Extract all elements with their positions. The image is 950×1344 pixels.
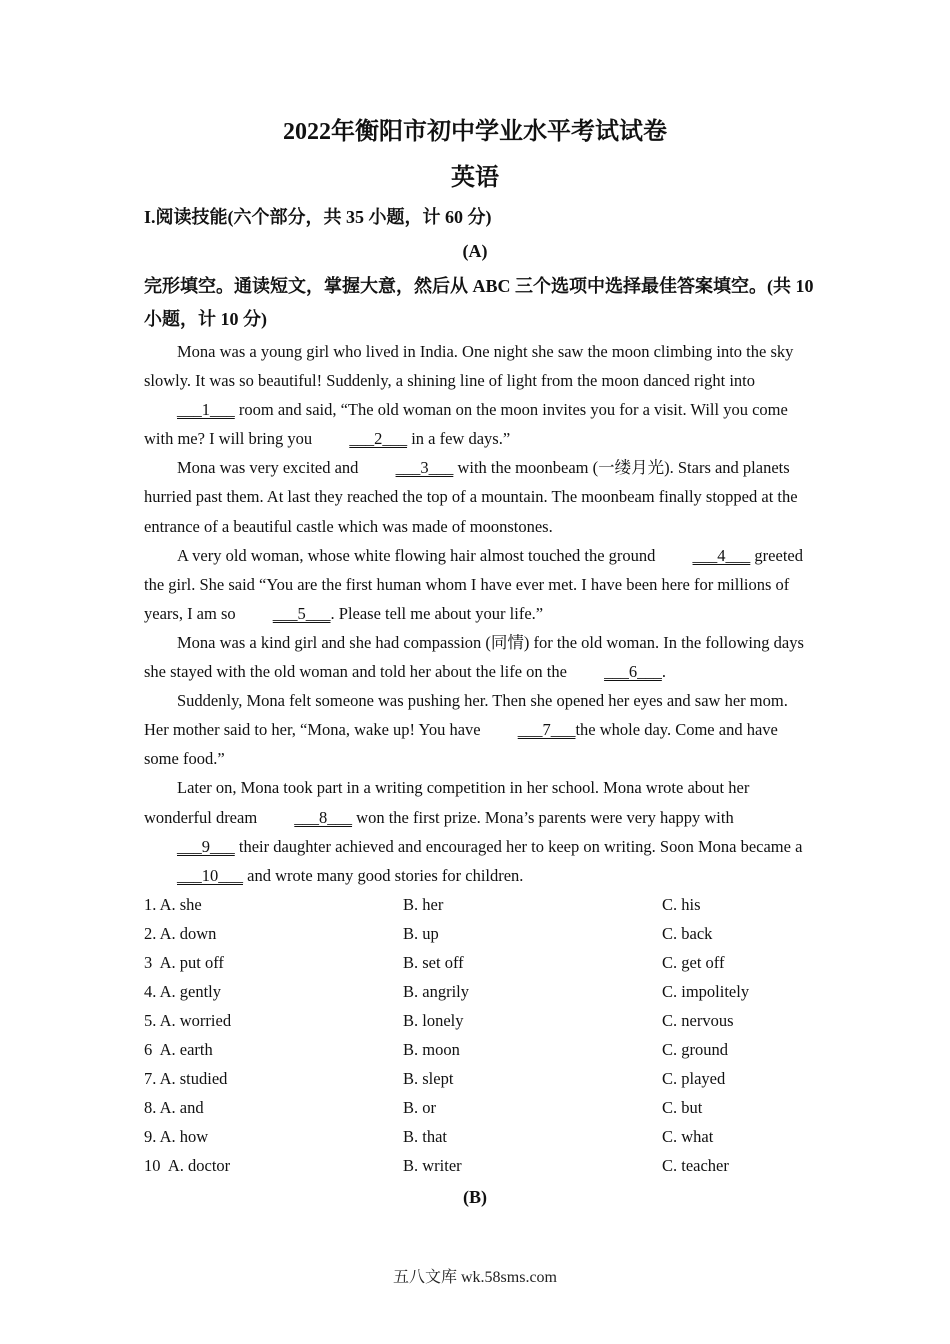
passage-text: and wrote many good stories for children. <box>243 865 524 885</box>
passage-paragraph <box>144 541 806 628</box>
blank-5: ___5___ <box>272 603 331 623</box>
option-row <box>144 919 844 948</box>
option-row <box>144 1122 844 1151</box>
passage-text: . <box>661 662 666 682</box>
option-row <box>144 1006 844 1035</box>
option-c: C. nervous <box>662 1011 734 1030</box>
option-b: B. slept <box>403 1069 454 1088</box>
option-c: C. played <box>662 1069 726 1088</box>
exam-title: 2022年衡阳市初中学业水平考试试卷 <box>283 119 667 145</box>
passage-text: Later on, Mona took part in a writing competition in her school. Mona wrote about her wonderful dream <box>144 778 750 827</box>
blank-6: ___6___ <box>604 662 662 682</box>
option-b: B. set off <box>403 953 464 972</box>
option-b: B. lonely <box>403 1011 464 1030</box>
footer-watermark: 五八文库 wk.58sms.com <box>392 1269 557 1286</box>
blank-8: ___8___ <box>294 807 353 827</box>
passage-text: A very old woman, whose white flowing hair almost touched the ground <box>177 545 660 565</box>
passage-text: won the first prize. Mona’s parents were very happy with <box>352 807 734 827</box>
option-row <box>144 977 844 1006</box>
option-c: C. but <box>662 1098 703 1117</box>
option-row <box>144 1035 844 1064</box>
option-a: 2. A. down <box>144 924 217 943</box>
passage-text: their daughter achieved and encouraged her to keep on writing. Soon Mona became a <box>234 836 803 856</box>
part-b-label: (B) <box>463 1187 487 1207</box>
option-b: B. up <box>403 924 439 943</box>
passage-paragraph <box>144 628 806 686</box>
blank-10: ___10___ <box>177 865 243 885</box>
option-b: B. that <box>403 1127 447 1146</box>
passage-text: in a few days.” <box>407 429 511 449</box>
option-c: C. his <box>662 895 701 914</box>
option-b: B. angrily <box>403 982 469 1001</box>
passage-text: Suddenly, Mona felt someone was pushing her. Then she opened her eyes and saw her mom. Her mother said to her, “Mona, wake up! You have <box>144 691 788 740</box>
cloze-passage <box>144 337 806 890</box>
passage-text: room and said, “The old woman on the moon invites you for a visit. Will you come with me? I will bring you <box>144 400 788 449</box>
blank-2: ___2___ <box>349 429 408 449</box>
passage-paragraph <box>144 686 806 773</box>
option-row <box>144 1093 844 1122</box>
section-heading: I.阅读技能(六个部分，共 35 小题，计 60 分) <box>144 207 492 227</box>
option-a: 9. A. how <box>144 1127 209 1146</box>
option-b: B. her <box>403 895 444 914</box>
passage-text: Mona was a kind girl and she had compassion (同情) for the old woman. In the following days she stayed with the old woman and told her about the life on the <box>144 632 804 682</box>
blank-7: ___7___ <box>517 720 576 740</box>
passage-paragraph <box>144 453 806 540</box>
option-b: B. writer <box>403 1156 462 1175</box>
blank-1: ___1___ <box>177 400 235 420</box>
passage-text: Mona was very excited and <box>177 458 363 478</box>
option-a: 7. A. studied <box>144 1069 228 1088</box>
answer-options <box>144 890 844 1180</box>
option-row <box>144 948 844 977</box>
option-b: B. moon <box>403 1040 460 1059</box>
passage-text: with the moonbeam (一缕月光). Stars and planets hurried past them. At last they reached the top of a mountain. The moonbeam finally stopped at the entrance of a beautiful castle which was made of moonstones. <box>144 458 798 536</box>
option-c: C. get off <box>662 953 725 972</box>
option-row <box>144 1151 844 1180</box>
option-c: C. ground <box>662 1040 728 1059</box>
option-c: C. what <box>662 1127 714 1146</box>
passage-text: greeted the girl. She said “You are the first human whom I have ever met. I have been here for millions of years, I am so <box>144 545 803 623</box>
passage-text: the whole day. Come and have some food.” <box>144 720 778 769</box>
option-a: 8. A. and <box>144 1098 204 1117</box>
option-a: 4. A. gently <box>144 982 221 1001</box>
option-row <box>144 890 844 919</box>
option-a: 10 A. doctor <box>144 1156 231 1175</box>
blank-9: ___9___ <box>177 836 235 856</box>
option-c: C. teacher <box>662 1156 729 1175</box>
passage-paragraph <box>144 773 806 889</box>
cloze-instruction: 完形填空。通读短文，掌握大意，然后从 ABC 三个选项中选择最佳答案填空。(共 10 小题，计 10 分) <box>144 276 814 329</box>
option-a: 5. A. worried <box>144 1011 232 1030</box>
option-b: B. or <box>403 1098 436 1117</box>
option-c: C. back <box>662 924 713 943</box>
option-row <box>144 1064 844 1093</box>
option-a: 1. A. she <box>144 895 202 914</box>
blank-4: ___4___ <box>692 545 751 565</box>
option-a: 6 A. earth <box>144 1040 213 1059</box>
blank-3: ___3___ <box>395 458 454 478</box>
option-c: C. impolitely <box>662 982 750 1001</box>
passage-paragraph <box>144 337 806 453</box>
option-a: 3 A. put off <box>144 953 224 972</box>
part-a-label: (A) <box>462 241 488 261</box>
subject-title: 英语 <box>451 165 499 191</box>
passage-text: Mona was a young girl who lived in India. One night she saw the moon climbing into the sky slowly. It was so beautiful! Suddenly, a shining line of light from the moon danced right into <box>144 342 794 391</box>
passage-text: . Please tell me about your life.” <box>330 603 544 623</box>
